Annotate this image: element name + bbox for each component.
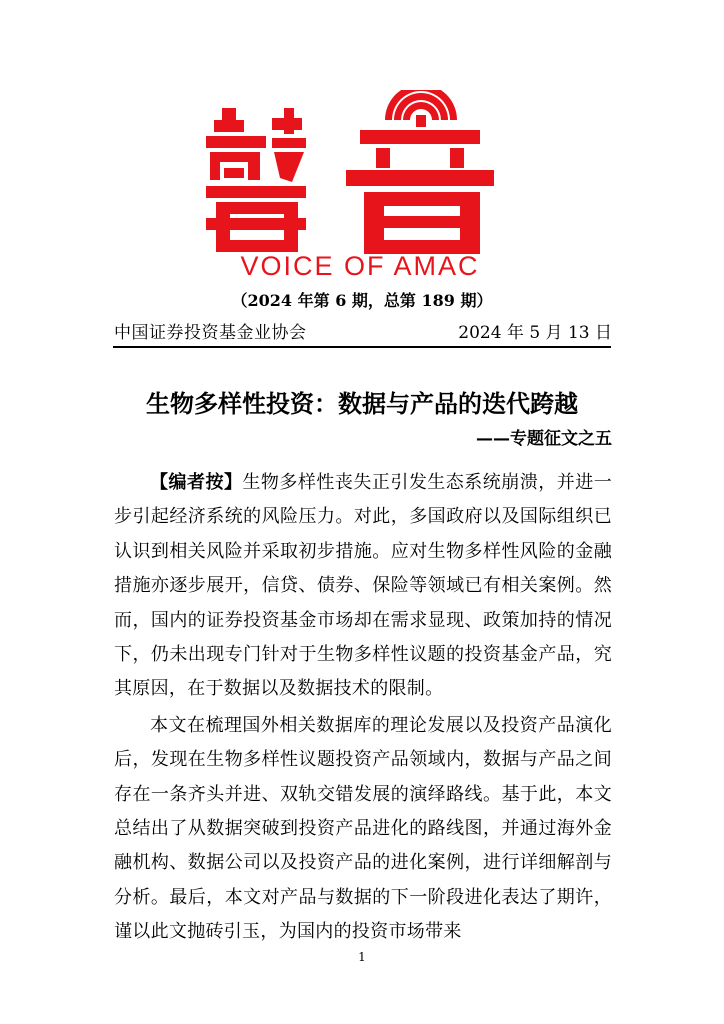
publication-date: 2024 年 5 月 13 日 (458, 323, 612, 343)
editor-note-label: 【编者按】 (150, 472, 243, 493)
editor-note-paragraph (114, 466, 612, 707)
issue-number: （2024 年第 6 期，总第 189 期） (231, 291, 493, 310)
article-title: 生物多样性投资：数据与产品的迭代跨越 (146, 390, 578, 418)
organization-name: 中国证券投资基金业协会 (114, 323, 307, 343)
page-number: 1 (358, 950, 366, 964)
voice-of-amac-logo (200, 90, 520, 290)
svg-text:VOICE OF AMAC: VOICE OF AMAC (240, 251, 480, 281)
article-subtitle: ——专题征文之五 (476, 429, 612, 449)
body-paragraph: 本文在梳理国外相关数据库的理论发展以及投资产品演化后，发现在生物多样性议题投资产品领域内，数据与产品之间存在一条齐头并进、双轨交错发展的演绎路线。基于此，本文总结出了从数据突破到投资产品进化的路线图，并通过海外金融机构、数据公司以及投资产品的进化案例，进行详细解剖与分析。最后，本文对产品与数据的下一阶段进化表达了期许，谨以此文抛砖引玉，为国内的投资市场带来 (114, 714, 612, 943)
paragraph-text: 生物多样性丧失正引发生态系统崩溃，并进一步引起经济系统的风险压力。对此，多国政府以及国际组织已认识到相关风险并采取初步措施。应对生物多样性风险的金融措施亦逐步展开，信贷、债券、保险等领域已有相关案例。然而，国内的证券投资基金市场却在需求显现、政策加持的情况下，仍未出现专门针对于生物多样性议题的投资基金产品，究其原因，在于数据以及数据技术的限制。 (114, 472, 612, 700)
article-body (114, 466, 612, 952)
header-divider (113, 346, 611, 348)
